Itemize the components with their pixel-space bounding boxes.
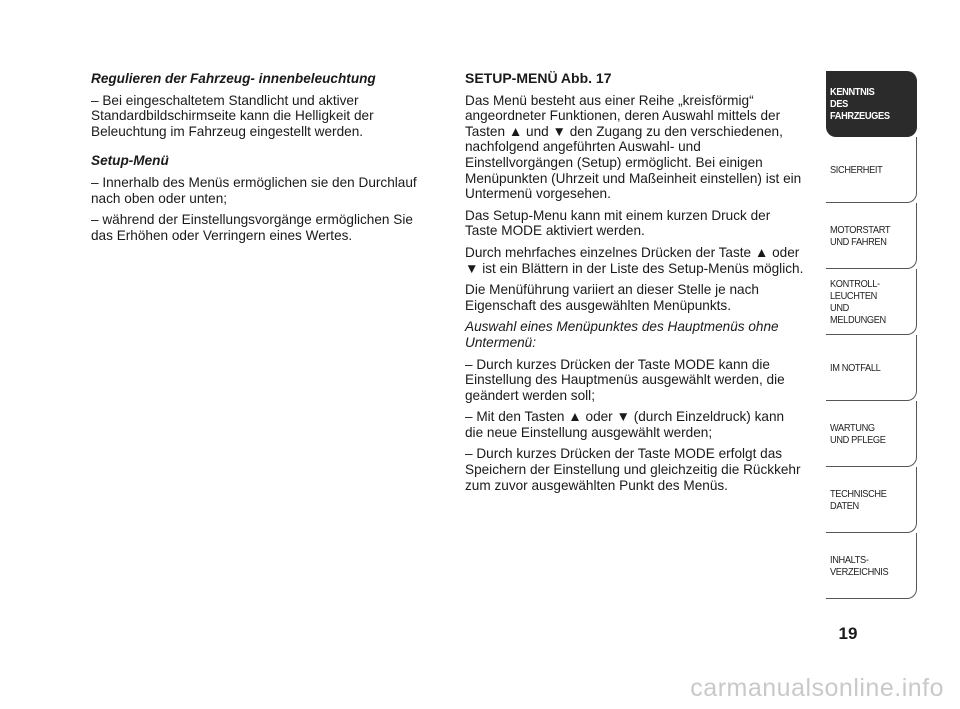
right-column: [465, 71, 805, 499]
tab-inhaltsverzeichnis[interactable]: [826, 533, 917, 599]
paragraph: – während der Einstellungsvorgänge ermöglichen Sie das Erhöhen oder Verringern eines Wertes.: [91, 212, 413, 243]
tab-im-notfall[interactable]: [826, 335, 917, 401]
page-number: 19: [838, 624, 858, 643]
paragraph: Das Setup-Menu kann mit einem kurzen Druck der Taste MODE aktiviert werden.: [465, 207, 771, 239]
tab-wartung[interactable]: [826, 401, 917, 467]
heading-setup-menu-fig: SETUP-MENÜ Abb. 17: [465, 70, 612, 86]
tab-technische-daten[interactable]: [826, 467, 917, 533]
heading-setup-menu: Setup-Menü: [91, 153, 169, 169]
tab-label: WARTUNG UND PFLEGE: [830, 421, 886, 446]
paragraph: – Durch kurzes Drücken der Taste MODE erfolgt das Speichern der Einstellung und gleichzeitig die Rückkehr zum zuvor ausgewählten Punkt des Menüs.: [465, 446, 801, 493]
tab-kenntnis[interactable]: [826, 71, 917, 137]
chapter-sidebar: [826, 71, 917, 599]
tab-label: INHALTS- VERZEICHNIS: [830, 553, 889, 578]
tab-kontrollleuchten[interactable]: [826, 269, 917, 335]
tab-label: KENNTNIS DES FAHRZEUGES: [830, 86, 890, 122]
paragraph: – Mit den Tasten ▲ oder ▼ (durch Einzeldruck) kann die neue Einstellung ausgewählt werden;: [465, 409, 785, 440]
paragraph: – Durch kurzes Drücken der Taste MODE kann die Einstellung des Hauptmenüs ausgewählt werden, die geändert werden soll;: [465, 356, 785, 403]
tab-label: TECHNISCHE DATEN: [830, 487, 887, 512]
tab-label: IM NOTFALL: [830, 361, 881, 374]
tab-label: KONTROLL- LEUCHTEN UND MELDUNGEN: [830, 277, 886, 326]
left-column: [91, 71, 436, 249]
paragraph: – Bei eingeschaltetem Standlicht und aktiver Standardbildschirmseite kann die Helligkeit der Beleuchtung im Fahrzeug eingestellt werden.: [91, 92, 374, 139]
tab-motorstart[interactable]: [826, 203, 917, 269]
paragraph: Das Menü besteht aus einer Reihe „kreisförmig“ angeordneter Funktionen, deren Auswahl mittels der Tasten ▲ und ▼ den Zugang zu den verschiedenen, nachfolgend angeführten Auswahl- und Einstellvorgängen (Setup) ermöglicht. Bei einigen Menüpunkten (Uhrzeit und Maßeinheit einstellen) ist ein Untermenü vorgesehen.: [465, 92, 802, 202]
watermark: carmanualsonline.info: [690, 674, 944, 702]
paragraph: Durch mehrfaches einzelnes Drücken der Taste ▲ oder ▼ ist ein Blättern in der Liste des Setup-Menüs möglich.: [465, 244, 804, 276]
subheading-selection: Auswahl eines Menüpunktes des Hauptmenüs ohne Untermenü:: [465, 319, 779, 350]
tab-label: MOTORSTART UND FAHREN: [830, 223, 891, 248]
tab-sicherheit[interactable]: [826, 137, 917, 203]
paragraph: Die Menüführung variiert an dieser Stelle je nach Eigenschaft des ausgewählten Menüpunkts.: [465, 282, 759, 313]
paragraph: – Innerhalb des Menüs ermöglichen sie den Durchlauf nach oben oder unten;: [91, 174, 417, 206]
heading-interior-lighting: Regulieren der Fahrzeug- innenbeleuchtung: [91, 71, 376, 86]
tab-label: SICHERHEIT: [830, 163, 883, 176]
